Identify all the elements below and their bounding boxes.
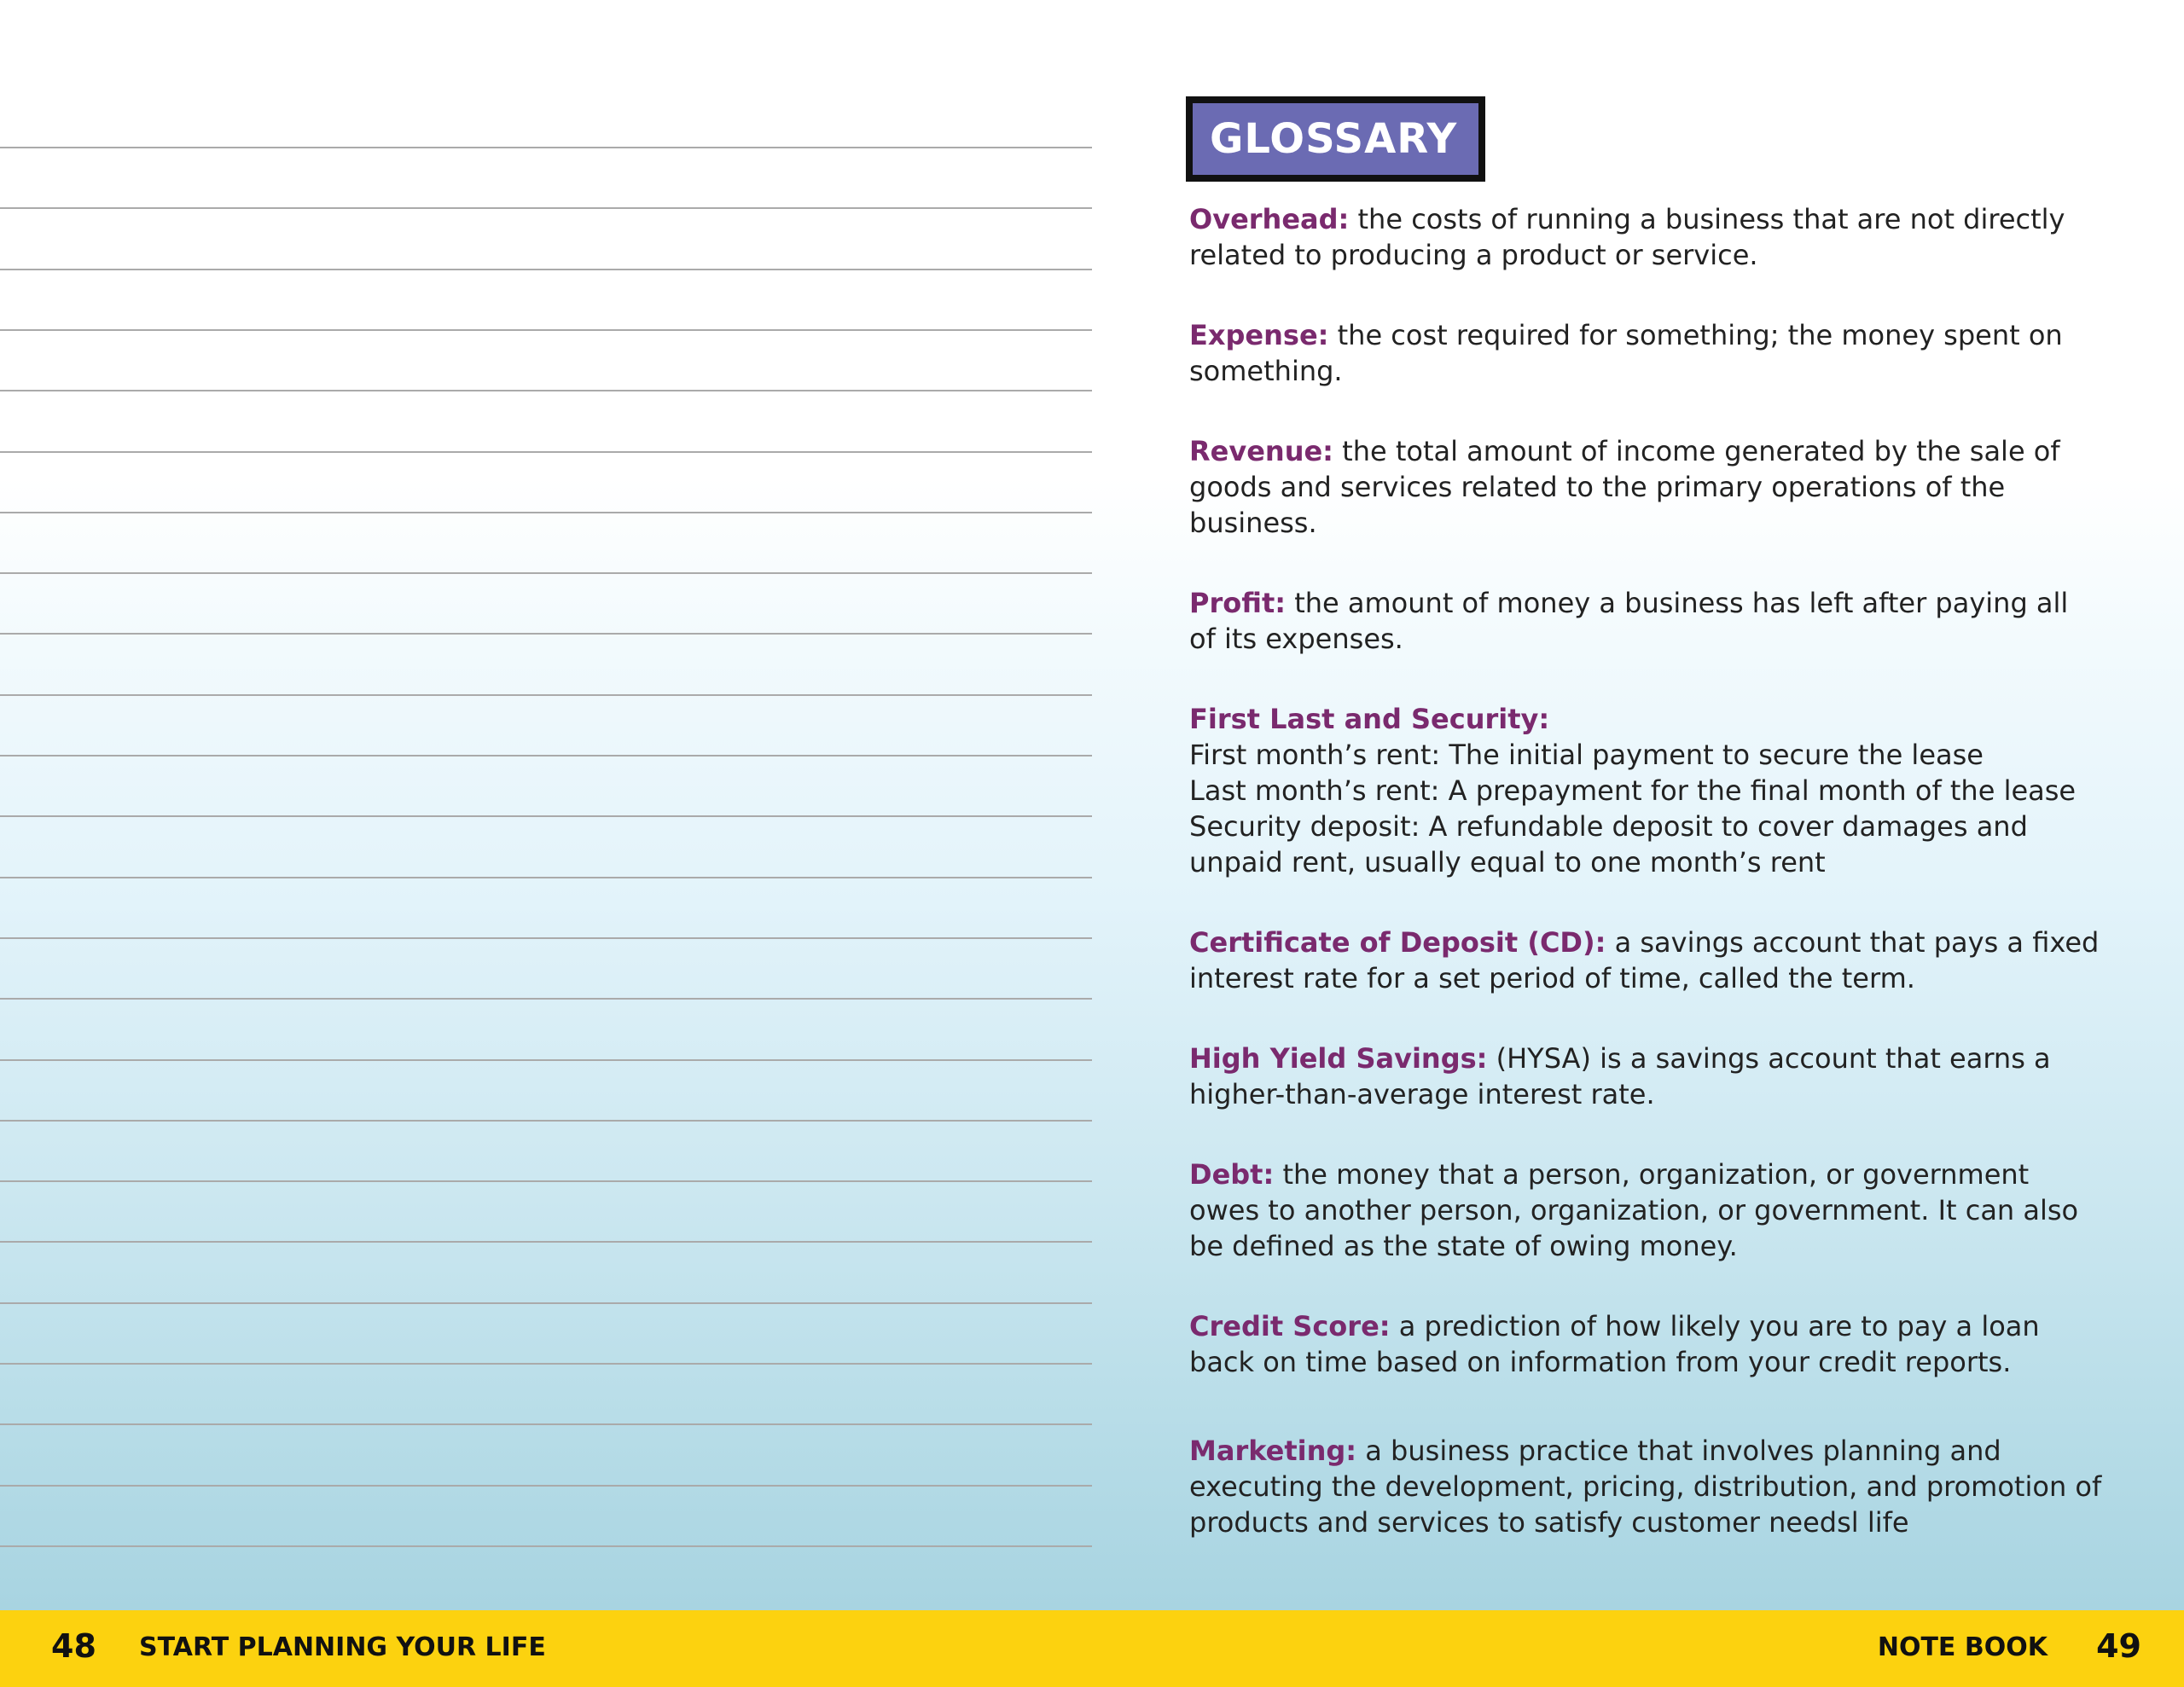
- glossary-definition: the amount of money a business has left after paying all of its expenses.: [1189, 587, 2069, 655]
- glossary-entry-certificate-of-deposit: [1189, 925, 2102, 996]
- ruled-line: [0, 147, 1092, 148]
- left-page-number: 48: [51, 1627, 96, 1665]
- right-page-number: 49: [2096, 1627, 2141, 1665]
- glossary-definition: a prediction of how likely you are to pay a loan back on time based on information from your credit reports.: [1189, 1310, 2040, 1378]
- glossary-entry-expense: [1189, 317, 2102, 389]
- ruled-line: [0, 937, 1092, 939]
- ruled-line: [0, 1120, 1092, 1122]
- ruled-line: [0, 1363, 1092, 1365]
- ruled-line: [0, 633, 1092, 635]
- glossary-entry-revenue: [1189, 433, 2102, 541]
- ruled-line: [0, 755, 1092, 757]
- ruled-line: [0, 1302, 1092, 1304]
- ruled-line: [0, 390, 1092, 391]
- glossary-definition-line: First month’s rent: The initial payment to secure the lease: [1189, 739, 1984, 771]
- ruled-line: [0, 269, 1092, 270]
- ruled-line: [0, 1059, 1092, 1061]
- ruled-line: [0, 998, 1092, 1000]
- ruled-line: [0, 1485, 1092, 1487]
- glossary-definition: (HYSA) is a savings account that earns a higher-than-average interest rate.: [1189, 1042, 2051, 1110]
- glossary-term: Revenue:: [1189, 435, 1333, 467]
- glossary-entry-overhead: [1189, 201, 2102, 273]
- ruled-line: [0, 572, 1092, 574]
- glossary-definition: the cost required for something; the money spent on something.: [1189, 319, 2063, 387]
- ruled-line: [0, 1545, 1092, 1547]
- ruled-line: [0, 512, 1092, 513]
- glossary-term: Overhead:: [1189, 203, 1350, 235]
- page-footer-band: [0, 1610, 2184, 1687]
- right-page-title: NOTE BOOK: [1877, 1632, 2048, 1662]
- glossary-term: High Yield Savings:: [1189, 1042, 1488, 1075]
- ruled-line: [0, 877, 1092, 878]
- ruled-line: [0, 1241, 1092, 1243]
- ruled-line: [0, 1180, 1092, 1182]
- glossary-definition: the costs of running a business that are not directly related to producing a product or service.: [1189, 203, 2065, 271]
- ruled-line: [0, 207, 1092, 209]
- ruled-line: [0, 815, 1092, 817]
- glossary-term: Expense:: [1189, 319, 1329, 351]
- glossary-entry-first-last-security: [1189, 701, 2102, 880]
- notebook-ruled-lines: [0, 0, 1092, 1610]
- ruled-line: [0, 1423, 1092, 1425]
- glossary-entry-credit-score: [1189, 1308, 2102, 1380]
- left-page-title: START PLANNING YOUR LIFE: [139, 1632, 546, 1662]
- glossary-definition-line: Security deposit: A refundable deposit to cover damages and unpaid rent, usually equal to one month’s rent: [1189, 810, 2028, 878]
- glossary-term: Debt:: [1189, 1158, 1275, 1191]
- ruled-line: [0, 329, 1092, 331]
- glossary-definition: the total amount of income generated by the sale of goods and services related to the primary operations of the business.: [1189, 435, 2060, 539]
- glossary-definition: a savings account that pays a fixed interest rate for a set period of time, called the term.: [1189, 926, 2100, 994]
- glossary-entry-marketing: [1189, 1433, 2102, 1540]
- ruled-line: [0, 694, 1092, 696]
- glossary-definition: a business practice that involves planning and executing the development, pricing, distribution, and promotion of products and services to satisfy customer needsl life: [1189, 1435, 2102, 1539]
- glossary-heading: GLOSSARY: [1210, 115, 1458, 163]
- glossary-term: Marketing:: [1189, 1435, 1357, 1467]
- glossary-entry-debt: [1189, 1157, 2102, 1264]
- glossary-term: Credit Score:: [1189, 1310, 1391, 1342]
- glossary-entry-profit: [1189, 585, 2102, 657]
- glossary-term: Profit:: [1189, 587, 1287, 619]
- glossary-definition-line: Last month’s rent: A prepayment for the final month of the lease: [1189, 774, 2077, 807]
- ruled-line: [0, 451, 1092, 453]
- glossary-entry-high-yield-savings: [1189, 1041, 2102, 1112]
- glossary-entries: [1189, 201, 2102, 1540]
- glossary-term: First Last and Security:: [1189, 703, 1550, 735]
- glossary-definition: the money that a person, organization, or government owes to another person, organization, or government. It can also be defined as the state of owing money.: [1189, 1158, 2079, 1262]
- glossary-heading-badge: [1186, 96, 1485, 182]
- glossary-term: Certificate of Deposit (CD):: [1189, 926, 1606, 959]
